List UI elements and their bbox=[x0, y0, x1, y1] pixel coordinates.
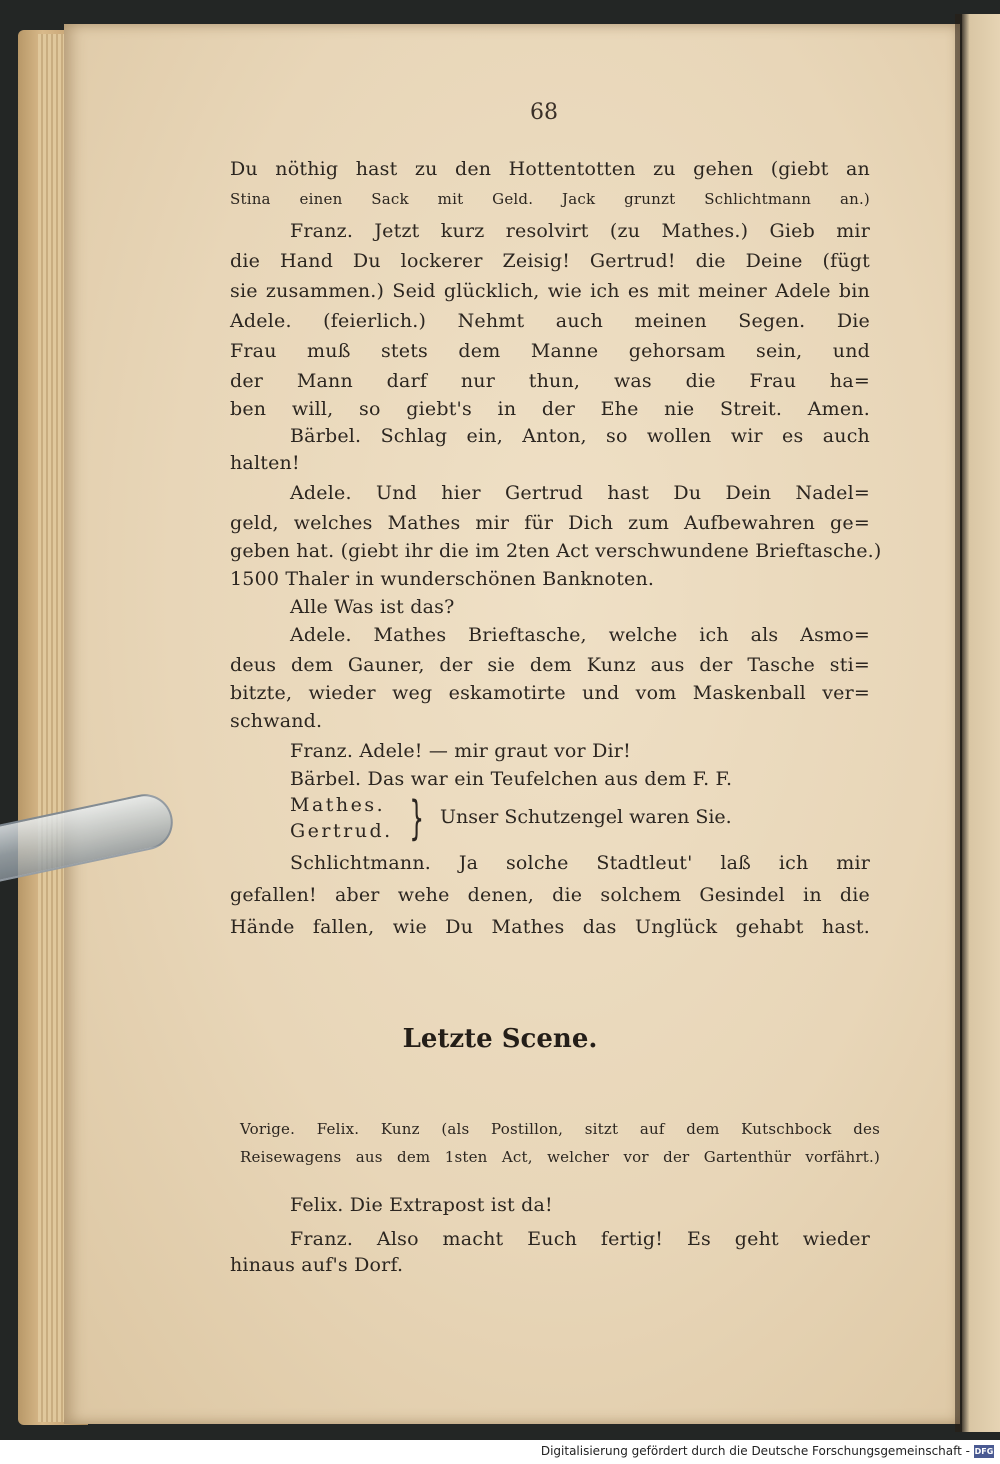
brace-line: Unser Schutzengel waren Sie. bbox=[440, 806, 732, 828]
text-line: 1500 Thaler in wunderschönen Banknoten. bbox=[230, 568, 655, 590]
text-line: ben will, so giebt's in der Ehe nie Streit. Amen. bbox=[230, 398, 870, 420]
brace-group bbox=[290, 792, 850, 848]
next-page-edge bbox=[962, 14, 1000, 1432]
text-line: Adele. Mathes Brieftasche, welche ich als Asmo= bbox=[290, 624, 870, 646]
text-line: geben hat. (giebt ihr die im 2ten Act verschwundene Brieftasche.) bbox=[230, 540, 882, 562]
text-line: sie zusammen.) Seid glücklich, wie ich es mit meiner Adele bin bbox=[230, 280, 870, 302]
text-line: Alle Was ist das? bbox=[290, 596, 455, 618]
brace-name: Mathes. bbox=[290, 794, 386, 816]
stage-direction-line: Reisewagens aus dem 1sten Act, welcher vor der Gartenthür vorfährt.) bbox=[240, 1148, 880, 1166]
text-line: Stina einen Sack mit Geld. Jack grunzt Schlichtmann an.) bbox=[230, 190, 870, 208]
text-line: hinaus auf's Dorf. bbox=[230, 1254, 404, 1276]
text-line: schwand. bbox=[230, 710, 323, 732]
text-line: Hände fallen, wie Du Mathes das Unglück gehabt hast. bbox=[230, 916, 870, 938]
text-line: bitzte, wieder weg eskamotirte und vom Maskenball ver= bbox=[230, 682, 870, 704]
scene-heading: Letzte Scene. bbox=[402, 1024, 598, 1054]
page-number: 68 bbox=[530, 100, 558, 125]
text-line: Franz. Jetzt kurz resolvirt (zu Mathes.) Gieb mir bbox=[290, 220, 870, 242]
stage-direction-line: Vorige. Felix. Kunz (als Postillon, sitzt auf dem Kutschbock des bbox=[240, 1120, 880, 1138]
brace-names bbox=[290, 792, 393, 844]
text-line: Franz. Also macht Euch fertig! Es geht wieder bbox=[290, 1228, 870, 1250]
text-line: deus dem Gauner, der sie dem Kunz aus der Tasche sti= bbox=[230, 654, 870, 676]
footer-credit: Digitalisierung gefördert durch die Deutsche Forschungsgemeinschaft - bbox=[540, 1444, 970, 1458]
text-line: Franz. Adele! — mir graut vor Dir! bbox=[290, 740, 631, 762]
text-line: Frau muß stets dem Manne gehorsam sein, und bbox=[230, 340, 870, 362]
text-line: Adele. (feierlich.) Nehmt auch meinen Segen. Die bbox=[230, 310, 870, 332]
text-line: Bärbel. Das war ein Teufelchen aus dem F. F. bbox=[290, 768, 733, 790]
text-line: Bärbel. Schlag ein, Anton, so wollen wir es auch bbox=[290, 425, 870, 447]
text-line: Du nöthig hast zu den Hottentotten zu gehen (giebt an bbox=[230, 158, 870, 180]
dfg-logo: DFG bbox=[974, 1447, 994, 1456]
text-line: Felix. Die Extrapost ist da! bbox=[290, 1194, 553, 1216]
text-line: Schlichtmann. Ja solche Stadtleut' laß ich mir bbox=[290, 852, 870, 874]
footer-bar bbox=[0, 1440, 1000, 1464]
text-line: gefallen! aber wehe denen, die solchem Gesindel in die bbox=[230, 884, 870, 906]
brace-name: Gertrud. bbox=[290, 820, 393, 842]
text-line: Adele. Und hier Gertrud hast Du Dein Nadel= bbox=[290, 482, 870, 504]
text-line: halten! bbox=[230, 452, 300, 474]
text-line: der Mann darf nur thun, was die Frau ha= bbox=[230, 370, 870, 392]
text-line: geld, welches Mathes mir für Dich zum Aufbewahren ge= bbox=[230, 512, 870, 534]
brace-glyph: } bbox=[409, 791, 424, 845]
text-line: die Hand Du lockerer Zeisig! Gertrud! die Deine (fügt bbox=[230, 250, 870, 272]
